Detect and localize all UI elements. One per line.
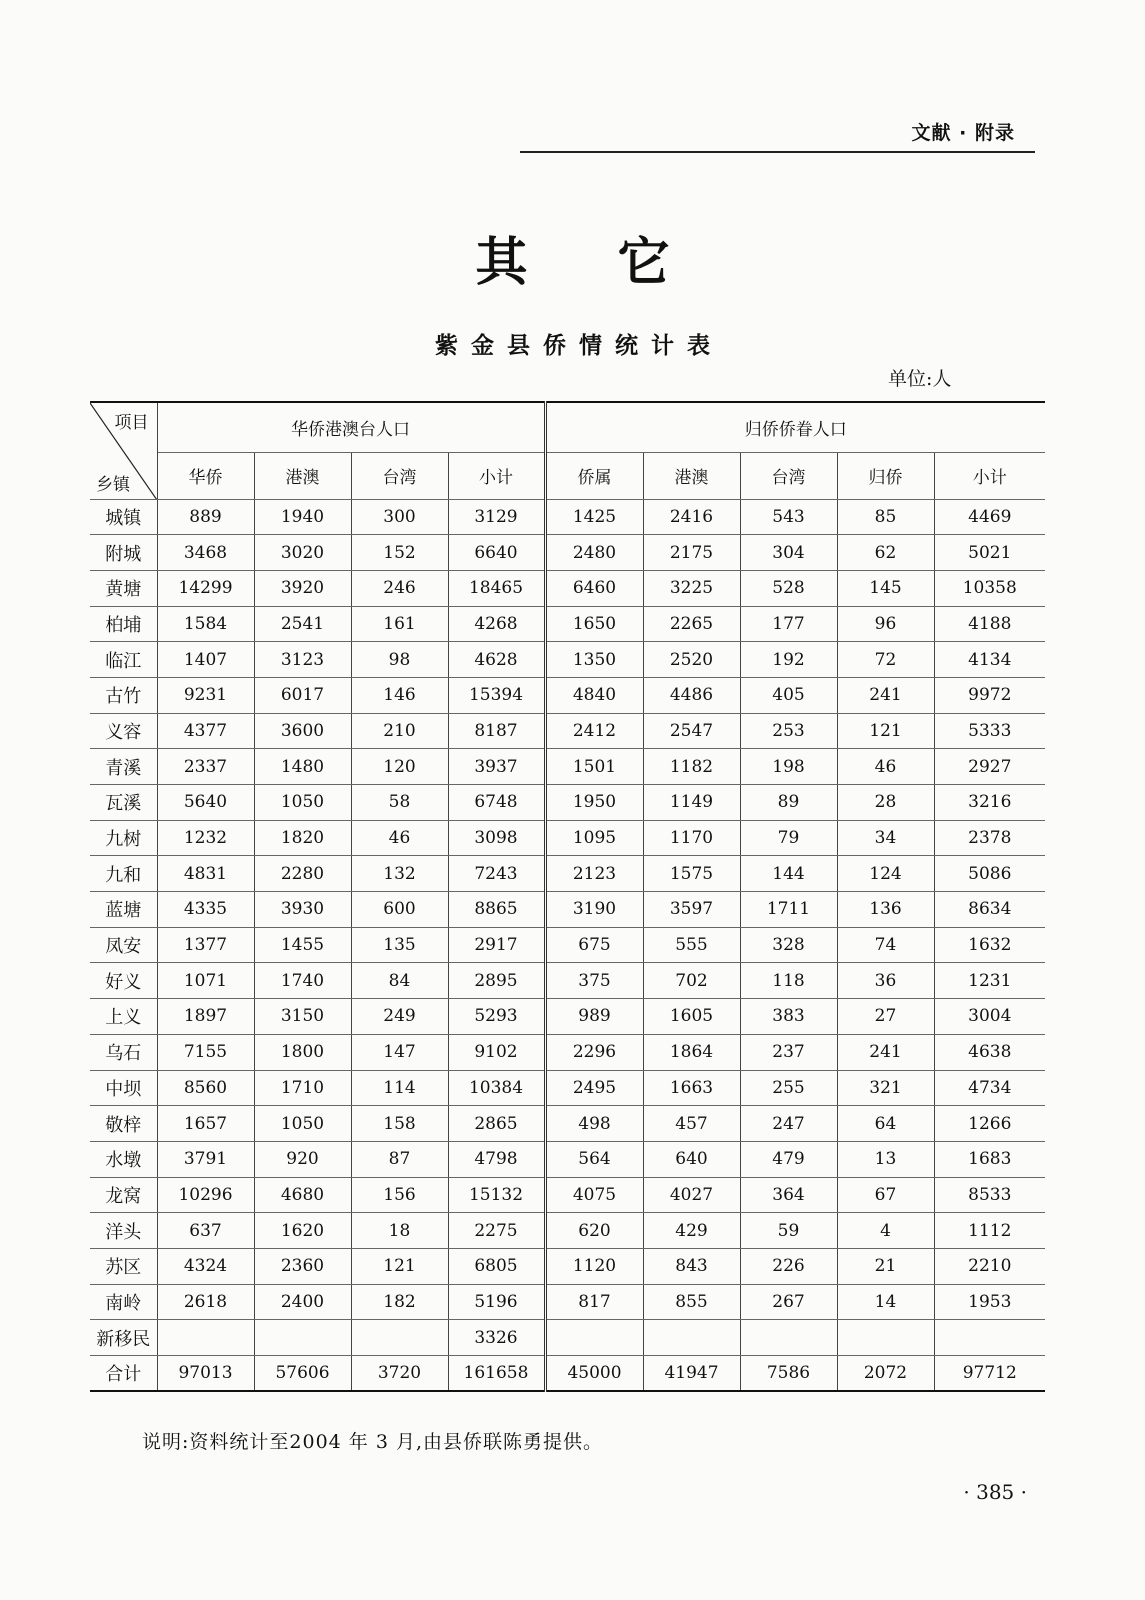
table-cell: 1232 <box>157 820 254 856</box>
table-cell: 9102 <box>448 1034 545 1070</box>
table-cell: 3326 <box>448 1320 545 1356</box>
table-cell: 3937 <box>448 749 545 785</box>
row-town-name: 蓝塘 <box>90 892 157 928</box>
table-cell: 1632 <box>934 927 1045 963</box>
row-town-name: 九和 <box>90 856 157 892</box>
table-row <box>90 1320 1045 1356</box>
table-title: 紫金县侨情统计表 <box>435 333 723 359</box>
table-cell <box>351 1320 448 1356</box>
table-cell: 304 <box>740 535 837 571</box>
table-cell: 528 <box>740 570 837 606</box>
row-town-name: 柏埔 <box>90 606 157 642</box>
page-number: · 385 · <box>963 1480 1027 1504</box>
col-header: 小计 <box>934 452 1045 499</box>
table-cell: 2072 <box>837 1356 934 1392</box>
table-cell: 3225 <box>643 570 740 606</box>
table-cell: 145 <box>837 570 934 606</box>
table-row <box>90 1141 1045 1177</box>
table-cell: 79 <box>740 820 837 856</box>
table-cell: 57606 <box>254 1356 351 1392</box>
group-header-returned: 归侨侨眷人口 <box>545 402 1045 452</box>
table-cell: 2547 <box>643 713 740 749</box>
unit-label: 单位:人 <box>888 368 952 390</box>
table-cell: 144 <box>740 856 837 892</box>
table-cell: 817 <box>545 1284 643 1320</box>
table-cell: 2210 <box>934 1248 1045 1284</box>
table-cell: 4734 <box>934 1070 1045 1106</box>
col-header: 华侨 <box>157 452 254 499</box>
table-cell: 72 <box>837 642 934 678</box>
table-cell: 241 <box>837 677 934 713</box>
table-cell: 10296 <box>157 1177 254 1213</box>
row-town-name: 龙窝 <box>90 1177 157 1213</box>
table-cell: 2280 <box>254 856 351 892</box>
table-cell: 2480 <box>545 535 643 571</box>
table-cell: 4638 <box>934 1034 1045 1070</box>
row-town-name: 九树 <box>90 820 157 856</box>
table-cell: 120 <box>351 749 448 785</box>
table-cell: 4027 <box>643 1177 740 1213</box>
table-cell: 1650 <box>545 606 643 642</box>
table-cell: 267 <box>740 1284 837 1320</box>
table-cell: 146 <box>351 677 448 713</box>
table-cell <box>643 1320 740 1356</box>
row-town-name: 乌石 <box>90 1034 157 1070</box>
row-town-name: 城镇 <box>90 499 157 535</box>
table-cell: 15394 <box>448 677 545 713</box>
table-cell: 555 <box>643 927 740 963</box>
table-cell: 479 <box>740 1141 837 1177</box>
col-header: 归侨 <box>837 452 934 499</box>
table-cell: 6805 <box>448 1248 545 1284</box>
table-cell: 89 <box>740 785 837 821</box>
row-town-name: 古竹 <box>90 677 157 713</box>
table-cell: 321 <box>837 1070 934 1106</box>
table-cell: 600 <box>351 892 448 928</box>
table-cell: 118 <box>740 963 837 999</box>
table-cell: 1120 <box>545 1248 643 1284</box>
table-cell <box>837 1320 934 1356</box>
table-cell: 429 <box>643 1213 740 1249</box>
table-cell: 4335 <box>157 892 254 928</box>
row-town-name: 凤安 <box>90 927 157 963</box>
table-row <box>90 1356 1045 1392</box>
table-cell: 2123 <box>545 856 643 892</box>
table-cell: 675 <box>545 927 643 963</box>
table-cell: 177 <box>740 606 837 642</box>
table-cell: 3020 <box>254 535 351 571</box>
table-cell: 5293 <box>448 999 545 1035</box>
table-cell: 8865 <box>448 892 545 928</box>
table-cell: 121 <box>837 713 934 749</box>
table-cell: 1953 <box>934 1284 1045 1320</box>
table-cell: 96 <box>837 606 934 642</box>
table-cell <box>254 1320 351 1356</box>
table-cell: 5640 <box>157 785 254 821</box>
table-cell: 1455 <box>254 927 351 963</box>
table-row <box>90 856 1045 892</box>
table-cell: 1112 <box>934 1213 1045 1249</box>
table-cell: 3216 <box>934 785 1045 821</box>
row-town-name: 南岭 <box>90 1284 157 1320</box>
table-cell: 3123 <box>254 642 351 678</box>
table-cell: 1800 <box>254 1034 351 1070</box>
table-cell: 1950 <box>545 785 643 821</box>
table-cell: 1683 <box>934 1141 1045 1177</box>
table-row <box>90 749 1045 785</box>
table-cell: 2541 <box>254 606 351 642</box>
table-cell: 5333 <box>934 713 1045 749</box>
table-cell: 152 <box>351 535 448 571</box>
table-cell: 4798 <box>448 1141 545 1177</box>
table-cell: 5196 <box>448 1284 545 1320</box>
table-cell: 1170 <box>643 820 740 856</box>
row-town-name: 上义 <box>90 999 157 1035</box>
table-row <box>90 606 1045 642</box>
table-row <box>90 1070 1045 1106</box>
table-cell: 6460 <box>545 570 643 606</box>
table-cell: 457 <box>643 1106 740 1142</box>
table-cell: 1095 <box>545 820 643 856</box>
table-cell: 6640 <box>448 535 545 571</box>
table-cell: 10384 <box>448 1070 545 1106</box>
table-cell: 989 <box>545 999 643 1035</box>
table-row <box>90 713 1045 749</box>
overseas-chinese-statistics-table <box>90 401 1045 1392</box>
table-cell: 3791 <box>157 1141 254 1177</box>
table-cell: 41947 <box>643 1356 740 1392</box>
table-cell: 247 <box>740 1106 837 1142</box>
table-cell: 1711 <box>740 892 837 928</box>
table-cell: 8187 <box>448 713 545 749</box>
section-title: 其它 <box>475 232 760 293</box>
table-cell: 2296 <box>545 1034 643 1070</box>
table-row <box>90 999 1045 1035</box>
table-cell: 3920 <box>254 570 351 606</box>
table-cell: 3468 <box>157 535 254 571</box>
table-cell: 5086 <box>934 856 1045 892</box>
footnote: 说明:资料统计至2004 年 3 月,由县侨联陈勇提供。 <box>142 1431 604 1453</box>
table-cell: 620 <box>545 1213 643 1249</box>
row-town-name: 附城 <box>90 535 157 571</box>
table-cell: 249 <box>351 999 448 1035</box>
table-cell: 10358 <box>934 570 1045 606</box>
table-row <box>90 1034 1045 1070</box>
table-cell: 98 <box>351 642 448 678</box>
table-cell: 9231 <box>157 677 254 713</box>
col-header: 小计 <box>448 452 545 499</box>
table-cell: 543 <box>740 499 837 535</box>
table-cell: 4134 <box>934 642 1045 678</box>
table-cell: 2360 <box>254 1248 351 1284</box>
table-cell: 855 <box>643 1284 740 1320</box>
table-cell: 3597 <box>643 892 740 928</box>
table-cell: 7155 <box>157 1034 254 1070</box>
table-cell: 18 <box>351 1213 448 1249</box>
table-cell: 4188 <box>934 606 1045 642</box>
table-cell: 18465 <box>448 570 545 606</box>
table-cell: 2378 <box>934 820 1045 856</box>
table-row <box>90 642 1045 678</box>
table-cell: 375 <box>545 963 643 999</box>
table-cell: 300 <box>351 499 448 535</box>
row-town-name: 敬梓 <box>90 1106 157 1142</box>
table-cell: 161658 <box>448 1356 545 1392</box>
corner-town-label: 乡镇 <box>96 474 130 495</box>
table-cell: 1425 <box>545 499 643 535</box>
table-cell: 46 <box>351 820 448 856</box>
table-cell: 85 <box>837 499 934 535</box>
table-cell: 1231 <box>934 963 1045 999</box>
header-corner-cell <box>90 402 157 499</box>
table-cell: 3930 <box>254 892 351 928</box>
table-row <box>90 677 1045 713</box>
table-cell <box>740 1320 837 1356</box>
table-cell: 7243 <box>448 856 545 892</box>
table-cell: 1620 <box>254 1213 351 1249</box>
table-cell: 182 <box>351 1284 448 1320</box>
table-cell: 2917 <box>448 927 545 963</box>
table-cell: 1584 <box>157 606 254 642</box>
table-cell: 637 <box>157 1213 254 1249</box>
table-cell: 1740 <box>254 963 351 999</box>
table-cell: 702 <box>643 963 740 999</box>
row-town-name: 新移民 <box>90 1320 157 1356</box>
table-cell: 3190 <box>545 892 643 928</box>
table-cell: 4628 <box>448 642 545 678</box>
table-cell: 1897 <box>157 999 254 1035</box>
table-cell: 241 <box>837 1034 934 1070</box>
table-row <box>90 892 1045 928</box>
table-cell: 8560 <box>157 1070 254 1106</box>
running-head: 文献 · 附录 <box>911 122 1015 144</box>
table-cell: 2520 <box>643 642 740 678</box>
table-cell: 889 <box>157 499 254 535</box>
table-cell: 246 <box>351 570 448 606</box>
col-header: 港澳 <box>643 452 740 499</box>
table-cell: 4075 <box>545 1177 643 1213</box>
table-cell: 14299 <box>157 570 254 606</box>
table-cell: 1266 <box>934 1106 1045 1142</box>
table-cell: 3150 <box>254 999 351 1035</box>
table-cell: 27 <box>837 999 934 1035</box>
table-cell: 253 <box>740 713 837 749</box>
table-cell: 8533 <box>934 1177 1045 1213</box>
table-cell: 3129 <box>448 499 545 535</box>
table-cell: 4469 <box>934 499 1045 535</box>
table-cell: 121 <box>351 1248 448 1284</box>
row-town-name: 苏区 <box>90 1248 157 1284</box>
table-cell: 74 <box>837 927 934 963</box>
table-cell: 498 <box>545 1106 643 1142</box>
table-row <box>90 570 1045 606</box>
table-cell: 1820 <box>254 820 351 856</box>
table-cell: 1050 <box>254 785 351 821</box>
table-cell: 364 <box>740 1177 837 1213</box>
table-cell: 2337 <box>157 749 254 785</box>
table-cell: 2265 <box>643 606 740 642</box>
running-head-rule <box>520 151 1035 153</box>
table-cell: 4486 <box>643 677 740 713</box>
table-cell: 920 <box>254 1141 351 1177</box>
table-row <box>90 1177 1045 1213</box>
table-cell: 64 <box>837 1106 934 1142</box>
table-cell: 34 <box>837 820 934 856</box>
table-cell: 1710 <box>254 1070 351 1106</box>
table-cell: 405 <box>740 677 837 713</box>
table-cell: 4268 <box>448 606 545 642</box>
table-cell: 1149 <box>643 785 740 821</box>
row-town-name: 好义 <box>90 963 157 999</box>
table-cell: 2927 <box>934 749 1045 785</box>
table-cell: 36 <box>837 963 934 999</box>
row-town-name: 义容 <box>90 713 157 749</box>
table-row <box>90 1248 1045 1284</box>
table-cell: 45000 <box>545 1356 643 1392</box>
table-cell: 1377 <box>157 927 254 963</box>
table-row <box>90 499 1045 535</box>
table-cell: 2416 <box>643 499 740 535</box>
table-cell: 4 <box>837 1213 934 1249</box>
table-cell: 1864 <box>643 1034 740 1070</box>
table-cell: 383 <box>740 999 837 1035</box>
row-town-name: 洋头 <box>90 1213 157 1249</box>
table-cell: 4377 <box>157 713 254 749</box>
table-cell: 2175 <box>643 535 740 571</box>
table-cell: 2412 <box>545 713 643 749</box>
table-cell: 28 <box>837 785 934 821</box>
group-header-overseas: 华侨港澳台人口 <box>157 402 545 452</box>
corner-item-label: 项目 <box>114 413 149 433</box>
table-cell: 2495 <box>545 1070 643 1106</box>
table-cell: 147 <box>351 1034 448 1070</box>
table-cell: 1940 <box>254 499 351 535</box>
table-cell: 59 <box>740 1213 837 1249</box>
table-cell: 3098 <box>448 820 545 856</box>
table-cell: 1657 <box>157 1106 254 1142</box>
table-cell: 255 <box>740 1070 837 1106</box>
table-cell: 4324 <box>157 1248 254 1284</box>
table-cell: 84 <box>351 963 448 999</box>
table-cell: 97712 <box>934 1356 1045 1392</box>
table-cell: 192 <box>740 642 837 678</box>
table-cell: 210 <box>351 713 448 749</box>
table-cell: 2865 <box>448 1106 545 1142</box>
table-cell: 6017 <box>254 677 351 713</box>
table-cell: 1480 <box>254 749 351 785</box>
table-cell: 1501 <box>545 749 643 785</box>
row-town-name: 合计 <box>90 1356 157 1392</box>
table-row <box>90 927 1045 963</box>
table-cell: 2618 <box>157 1284 254 1320</box>
table-cell: 136 <box>837 892 934 928</box>
col-header: 台湾 <box>351 452 448 499</box>
table-cell: 67 <box>837 1177 934 1213</box>
table-cell: 4831 <box>157 856 254 892</box>
table-row <box>90 785 1045 821</box>
table-cell: 1350 <box>545 642 643 678</box>
table-cell: 1071 <box>157 963 254 999</box>
table-cell: 62 <box>837 535 934 571</box>
table-cell: 5021 <box>934 535 1045 571</box>
table-cell <box>545 1320 643 1356</box>
table-row <box>90 963 1045 999</box>
table-cell: 1605 <box>643 999 740 1035</box>
table-cell: 198 <box>740 749 837 785</box>
table-cell: 3600 <box>254 713 351 749</box>
row-town-name: 临江 <box>90 642 157 678</box>
table-cell: 21 <box>837 1248 934 1284</box>
table-cell: 640 <box>643 1141 740 1177</box>
table-row <box>90 1106 1045 1142</box>
table-cell: 87 <box>351 1141 448 1177</box>
row-town-name: 瓦溪 <box>90 785 157 821</box>
table-cell: 97013 <box>157 1356 254 1392</box>
table-cell: 237 <box>740 1034 837 1070</box>
table-cell: 328 <box>740 927 837 963</box>
table-row <box>90 1284 1045 1320</box>
table-cell: 843 <box>643 1248 740 1284</box>
table-cell: 114 <box>351 1070 448 1106</box>
table-cell: 14 <box>837 1284 934 1320</box>
table-cell: 1050 <box>254 1106 351 1142</box>
table-cell: 7586 <box>740 1356 837 1392</box>
table-cell: 158 <box>351 1106 448 1142</box>
table-cell: 13 <box>837 1141 934 1177</box>
table-cell: 1663 <box>643 1070 740 1106</box>
row-town-name: 青溪 <box>90 749 157 785</box>
table-cell: 156 <box>351 1177 448 1213</box>
table-row <box>90 820 1045 856</box>
table-cell <box>934 1320 1045 1356</box>
table-cell: 161 <box>351 606 448 642</box>
table-cell: 132 <box>351 856 448 892</box>
table-cell: 1407 <box>157 642 254 678</box>
table-cell: 2275 <box>448 1213 545 1249</box>
table-cell: 4840 <box>545 677 643 713</box>
table-cell: 46 <box>837 749 934 785</box>
table-cell: 9972 <box>934 677 1045 713</box>
table-cell: 124 <box>837 856 934 892</box>
col-header: 港澳 <box>254 452 351 499</box>
table-row <box>90 535 1045 571</box>
col-header: 台湾 <box>740 452 837 499</box>
table-cell: 6748 <box>448 785 545 821</box>
table-cell: 1182 <box>643 749 740 785</box>
col-header: 侨属 <box>545 452 643 499</box>
table-cell: 1575 <box>643 856 740 892</box>
row-town-name: 中坝 <box>90 1070 157 1106</box>
table-cell: 135 <box>351 927 448 963</box>
table-cell: 3004 <box>934 999 1045 1035</box>
table-cell: 58 <box>351 785 448 821</box>
table-cell: 226 <box>740 1248 837 1284</box>
table-cell: 2400 <box>254 1284 351 1320</box>
table-cell: 8634 <box>934 892 1045 928</box>
row-town-name: 水墩 <box>90 1141 157 1177</box>
row-town-name: 黄塘 <box>90 570 157 606</box>
table-cell: 15132 <box>448 1177 545 1213</box>
table-cell <box>157 1320 254 1356</box>
table-cell: 564 <box>545 1141 643 1177</box>
table-cell: 3720 <box>351 1356 448 1392</box>
table-cell: 4680 <box>254 1177 351 1213</box>
table-row <box>90 1213 1045 1249</box>
table-cell: 2895 <box>448 963 545 999</box>
